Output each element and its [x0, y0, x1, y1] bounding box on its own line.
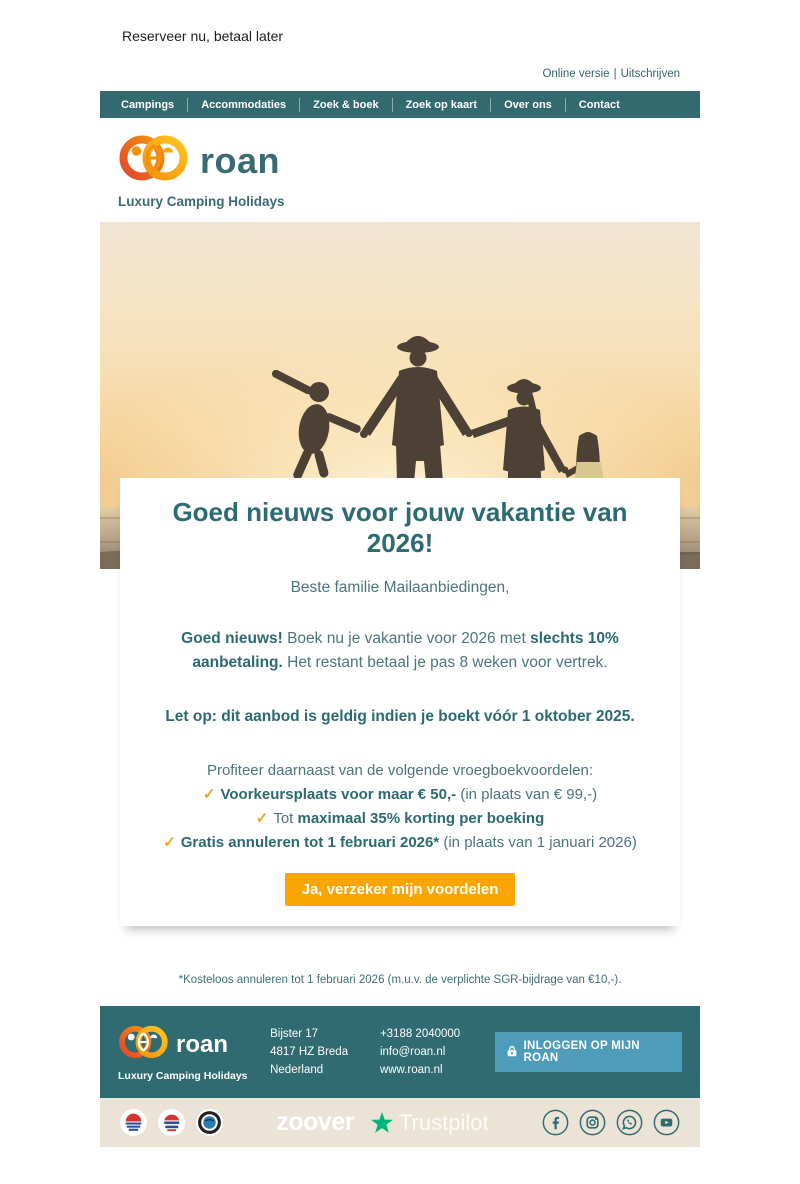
nav-over-ons[interactable]: Over ons [491, 98, 566, 112]
preheader-text: Reserveer nu, betaal later [122, 28, 284, 44]
benefit-item: ✓ Voorkeursplaats voor maar € 50,- (in plaats van € 99,-) [202, 786, 598, 803]
check-icon: ✓ [255, 810, 269, 827]
calamiteitenfonds-badge-icon [196, 1109, 223, 1136]
benefit-item: ✓ Gratis annuleren tot 1 februari 2026* (in plaats van 1 januari 2026) [163, 834, 637, 851]
nav-zoek-en-boek[interactable]: Zoek & boek [300, 98, 392, 112]
certification-badges [120, 1109, 223, 1136]
bottom-bar [100, 1098, 700, 1147]
footer-brand-tagline: Luxury Camping Holidays [118, 1070, 248, 1082]
zoover-logo[interactable]: zoover [276, 1108, 354, 1136]
social-links [542, 1109, 680, 1136]
main-nav [100, 91, 700, 118]
nav-contact[interactable]: Contact [578, 98, 620, 111]
footer-brand-wordmark: roan [176, 1030, 229, 1058]
benefits-list [150, 759, 650, 855]
footer-brand-logo [118, 1022, 270, 1082]
whatsapp-icon[interactable] [616, 1109, 643, 1136]
check-icon: ✓ [163, 834, 176, 851]
brand-logo[interactable] [100, 118, 700, 222]
footer-address: Bijster 17 4817 HZ Breda Nederland [270, 1028, 349, 1076]
roan-owl-icon [118, 131, 188, 190]
instagram-icon[interactable] [579, 1109, 606, 1136]
nav-campings[interactable]: Campings [108, 98, 188, 112]
unsubscribe-link[interactable]: Uitschrijven [620, 68, 680, 80]
offer-paragraph: Goed nieuws! Boek nu je vakantie voor 2026 met slechts 10% aanbetaling. Het restant betaal je pas 8 weken voor vertrek. [181, 630, 619, 671]
salutation: Beste familie Mailaanbiedingen, [290, 579, 510, 596]
lock-icon [505, 1044, 519, 1061]
offer-card [120, 478, 680, 926]
online-version-link[interactable]: Online versie [542, 68, 610, 80]
bottom-spacer [100, 1147, 700, 1184]
toplinks-separator: | [613, 68, 617, 80]
footer-email[interactable]: info@roan.nl [379, 1046, 446, 1058]
footer [100, 1006, 700, 1098]
footer-website[interactable]: www.roan.nl [379, 1064, 443, 1076]
roan-owl-icon [118, 1022, 168, 1067]
trustpilot-star-icon [370, 1111, 394, 1135]
login-button[interactable]: INLOGGEN OP MIJN ROAN [495, 1032, 682, 1072]
nav-accommodaties[interactable]: Accommodaties [188, 98, 300, 112]
nav-zoek-op-kaart[interactable]: Zoek op kaart [393, 98, 492, 112]
youtube-icon[interactable] [653, 1109, 680, 1136]
footnote: *Kosteloos annuleren tot 1 februari 2026 (m.u.v. de verplichte SGR-bijdrage van €10,-). [178, 974, 622, 986]
sgr-badge-icon [158, 1109, 185, 1136]
trustpilot-logo[interactable]: Trustpilot [370, 1110, 489, 1136]
benefit-item: ✓ Tot maximaal 35% korting per boeking [255, 810, 545, 827]
top-links [100, 68, 700, 91]
footer-contact [380, 1025, 496, 1079]
brand-wordmark: roan [200, 139, 281, 181]
validity-notice: Let op: dit aanbod is geldig indien je boekt vóór 1 oktober 2025. [165, 708, 635, 725]
brand-tagline: Luxury Camping Holidays [118, 194, 285, 209]
anvr-badge-icon [120, 1109, 147, 1136]
facebook-icon[interactable] [542, 1109, 569, 1136]
footer-phone[interactable]: +3188 2040000 [379, 1028, 461, 1040]
check-icon: ✓ [202, 786, 216, 803]
cta-button[interactable]: Ja, verzeker mijn voordelen [285, 873, 516, 906]
benefits-intro: Profiteer daarnaast van de volgende vroegboekvoordelen: [206, 762, 594, 779]
card-heading: Goed nieuws voor jouw vakantie van 2026! [172, 497, 628, 558]
email-body [100, 0, 700, 1184]
